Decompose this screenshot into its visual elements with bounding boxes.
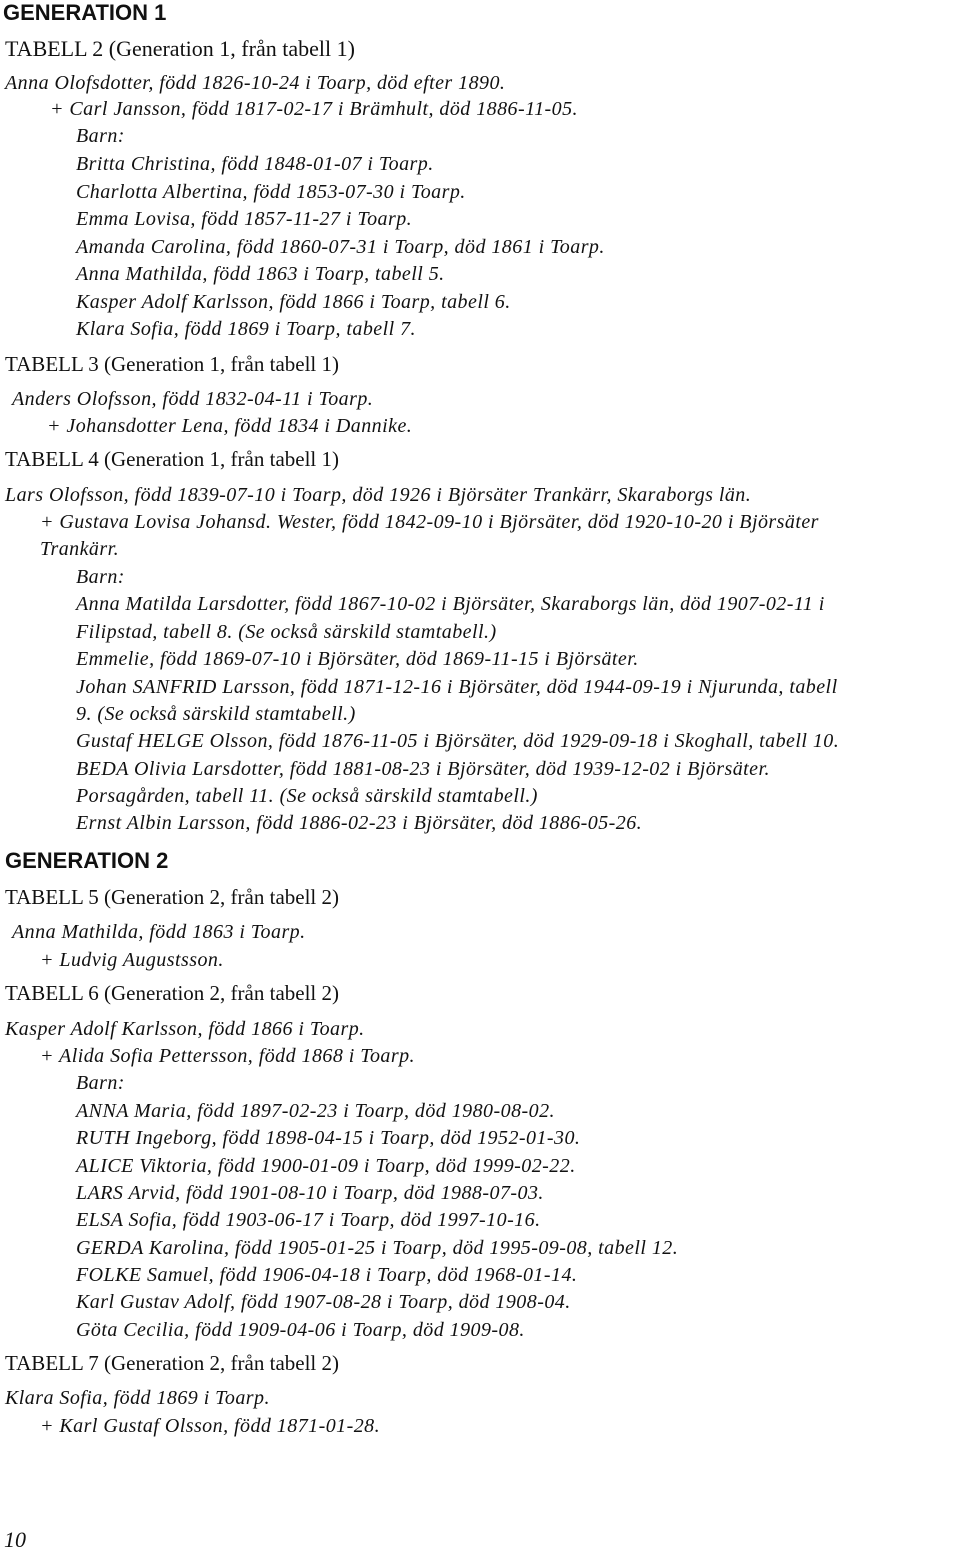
child-entry: RUTH Ingeborg, född 1898-04-15 i Toarp, död 1952-01-30. [76, 1127, 581, 1149]
child-entry-continued: Filipstad, tabell 8. (Se också särskild stamtabell.) [76, 621, 497, 643]
person-entry: Kasper Adolf Karlsson, född 1866 i Toarp. [5, 1018, 365, 1040]
child-entry: Emma Lovisa, född 1857-11-27 i Toarp. [76, 208, 413, 230]
child-entry: GERDA Karolina, född 1905-01-25 i Toarp, död 1995-09-08, tabell 12. [76, 1237, 679, 1259]
generation-heading: GENERATION 2 [5, 848, 169, 873]
person-entry: Anna Olofsdotter, född 1826-10-24 i Toarp, död efter 1890. [5, 72, 506, 94]
child-entry: Ernst Albin Larsson, född 1886-02-23 i Björsäter, död 1886-05-26. [76, 812, 643, 834]
child-entry: Karl Gustav Adolf, född 1907-08-28 i Toarp, död 1908-04. [76, 1291, 571, 1313]
child-entry: LARS Arvid, född 1901-08-10 i Toarp, död 1988-07-03. [76, 1182, 544, 1204]
spouse-entry: + Alida Sofia Pettersson, född 1868 i Toarp. [40, 1045, 415, 1067]
child-entry: BEDA Olivia Larsdotter, född 1881-08-23 i Björsäter, död 1939-12-02 i Björsäter. [76, 758, 770, 780]
spouse-entry: + Karl Gustaf Olsson, född 1871-01-28. [40, 1415, 381, 1437]
person-entry: Lars Olofsson, född 1839-07-10 i Toarp, död 1926 i Björsäter Trankärr, Skaraborgs län. [5, 484, 752, 506]
child-entry-continued: 9. (Se också särskild stamtabell.) [76, 703, 356, 725]
child-entry-continued: Porsagården, tabell 11. (Se också särskild stamtabell.) [76, 785, 538, 807]
person-entry: Klara Sofia, född 1869 i Toarp. [5, 1387, 270, 1409]
child-entry: Emmelie, född 1869-07-10 i Björsäter, död 1869-11-15 i Björsäter. [76, 648, 639, 670]
child-entry: Gustaf HELGE Olsson, född 1876-11-05 i Björsäter, död 1929-09-18 i Skoghall, tabell 10. [76, 730, 840, 752]
children-label: Barn: [76, 566, 125, 588]
generation-heading: GENERATION 1 [3, 0, 167, 25]
child-entry: Anna Mathilda, född 1863 i Toarp, tabell 5. [76, 263, 445, 285]
table-heading: TABELL 3 (Generation 1, från tabell 1) [5, 352, 340, 376]
page-number: 10 [4, 1527, 26, 1552]
table-heading: TABELL 7 (Generation 2, från tabell 2) [5, 1351, 340, 1375]
table-heading: TABELL 2 (Generation 1, från tabell 1) [5, 36, 355, 61]
spouse-entry: + Carl Jansson, född 1817-02-17 i Brämhult, död 1886-11-05. [50, 98, 578, 120]
person-entry: Anna Mathilda, född 1863 i Toarp. [12, 921, 306, 943]
table-heading: TABELL 6 (Generation 2, från tabell 2) [5, 981, 340, 1005]
person-entry: Anders Olofsson, född 1832-04-11 i Toarp. [12, 388, 374, 410]
child-entry: ANNA Maria, född 1897-02-23 i Toarp, död 1980-08-02. [76, 1100, 555, 1122]
table-heading: TABELL 4 (Generation 1, från tabell 1) [5, 447, 340, 471]
spouse-entry: + Gustava Lovisa Johansd. Wester, född 1842-09-10 i Björsäter, död 1920-10-20 i Björsäter [40, 511, 819, 533]
spouse-entry: + Ludvig Augustsson. [40, 949, 224, 971]
child-entry: Charlotta Albertina, född 1853-07-30 i Toarp. [76, 181, 466, 203]
child-entry: Anna Matilda Larsdotter, född 1867-10-02 i Björsäter, Skaraborgs län, död 1907-02-11 i [76, 593, 825, 615]
children-label: Barn: [76, 1072, 125, 1094]
child-entry: Kasper Adolf Karlsson, född 1866 i Toarp, tabell 6. [76, 291, 511, 313]
spouse-entry: + Johansdotter Lena, född 1834 i Dannike. [47, 415, 413, 437]
child-entry: ALICE Viktoria, född 1900-01-09 i Toarp, död 1999-02-22. [76, 1155, 576, 1177]
child-entry: Johan SANFRID Larsson, född 1871-12-16 i Björsäter, död 1944-09-19 i Njurunda, tabell [76, 676, 838, 698]
children-label: Barn: [76, 125, 125, 147]
spouse-entry-continued: Trankärr. [40, 538, 120, 560]
child-entry: Göta Cecilia, född 1909-04-06 i Toarp, död 1909-08. [76, 1319, 525, 1341]
child-entry: Amanda Carolina, född 1860-07-31 i Toarp, död 1861 i Toarp. [76, 236, 605, 258]
table-heading: TABELL 5 (Generation 2, från tabell 2) [5, 885, 340, 909]
child-entry: ELSA Sofia, född 1903-06-17 i Toarp, död 1997-10-16. [76, 1209, 541, 1231]
child-entry: Britta Christina, född 1848-01-07 i Toarp. [76, 153, 434, 175]
child-entry: FOLKE Samuel, född 1906-04-18 i Toarp, död 1968-01-14. [76, 1264, 578, 1286]
child-entry: Klara Sofia, född 1869 i Toarp, tabell 7. [76, 318, 416, 340]
